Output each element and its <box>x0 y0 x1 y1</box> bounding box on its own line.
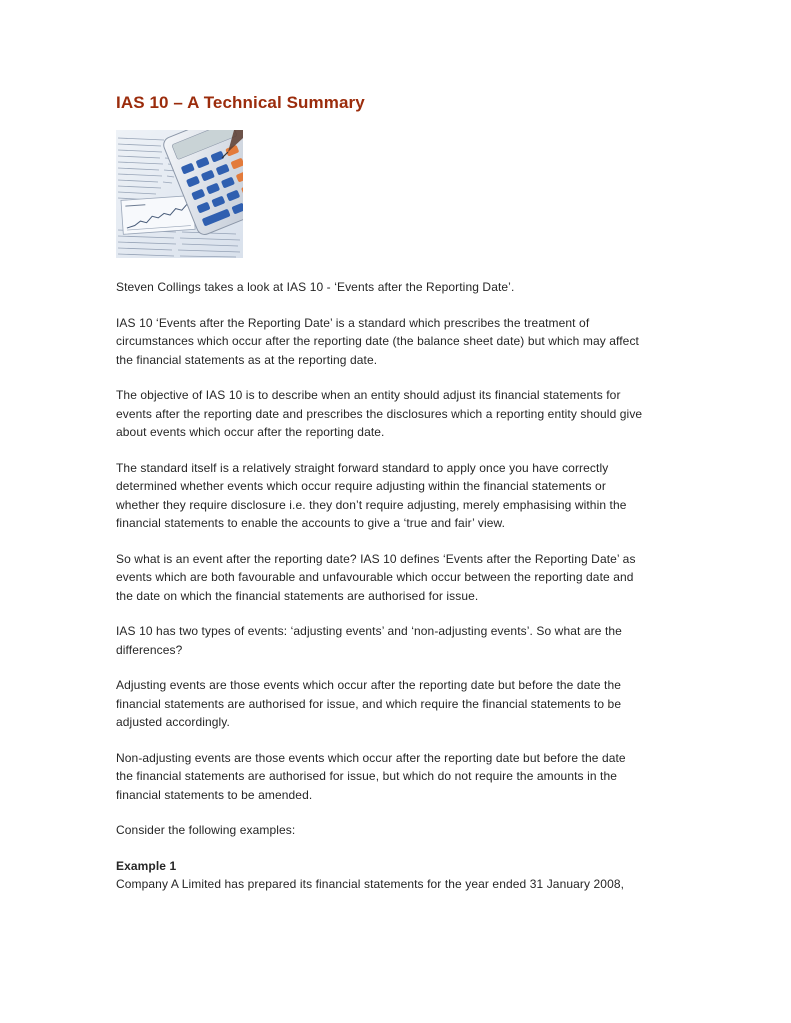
non-adjusting-events-paragraph: Non-adjusting events are those events which occur after the reporting date but before the date the financial statements are authorised for issue, but which do not require the amounts in the financial statements to be amended. <box>116 750 626 802</box>
adjusting-events-paragraph: Adjusting events are those events which occur after the reporting date but before the date the financial statements are authorised for issue, and which require the financial statements to be adjusted accordingly. <box>116 678 622 729</box>
event-types-paragraph: IAS 10 has two types of events: ‘adjusting events’ and ‘non-adjusting events’. So what are the differences? <box>116 624 622 657</box>
objective-paragraph: The objective of IAS 10 is to describe when an entity should adjust its financial statements for events after the reporting date and prescribes the disclosures which a reporting entity should give about events which occur after the reporting date. <box>116 388 643 439</box>
standard-application-paragraph: The standard itself is a relatively straight forward standard to apply once you have correctly determined whether events which occur require adjusting within the financial statements or whether they require disclosure i.e. they don’t require adjusting, merely emphasising within the financial statements to enable the accounts to give a ‘true and fair’ view. <box>116 460 627 530</box>
intro-paragraph: Steven Collings takes a look at IAS 10 - ‘Events after the Reporting Date’. <box>116 280 515 294</box>
example-heading: Example 1 <box>116 858 177 873</box>
calculator-spreadsheet-photo <box>116 130 243 258</box>
examples-intro-paragraph: Consider the following examples: <box>116 823 296 837</box>
article-body <box>116 278 681 911</box>
example-1-section <box>116 857 681 894</box>
example-text: Company A Limited has prepared its financial statements for the year ended 31 January 2008, <box>116 877 625 891</box>
document-title: IAS 10 – A Technical Summary <box>116 93 365 112</box>
event-definition-paragraph: So what is an event after the reporting date? IAS 10 defines ‘Events after the Reporting Date’ as events which are both favourable and unfavourable which occur between the reporting date and the date on which the financial statements are authorised for issue. <box>116 551 636 603</box>
definition-paragraph: IAS 10 ‘Events after the Reporting Date’ is a standard which prescribes the treatment of circumstances which occur after the reporting date (the balance sheet date) but which may affect the financial statements as at the reporting date. <box>116 315 639 367</box>
